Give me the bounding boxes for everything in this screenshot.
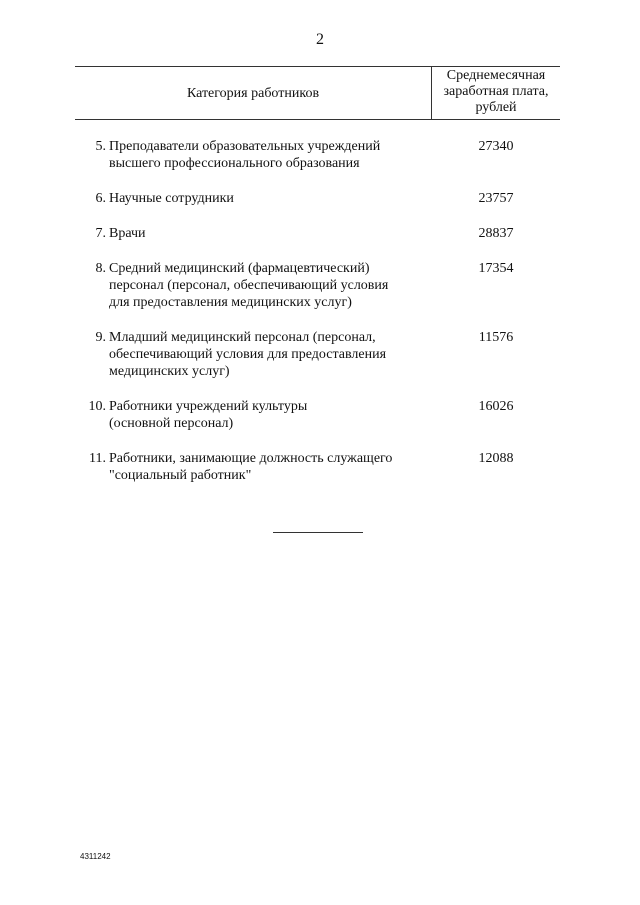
page-number: 2 [316, 31, 324, 48]
row-salary: 16026 [478, 399, 514, 414]
row-number: 8. [95, 261, 106, 276]
row-category: Научные сотрудники [109, 191, 234, 206]
header-bottom-rule [75, 119, 560, 120]
row-number: 7. [95, 226, 106, 241]
row-number: 10. [88, 399, 106, 414]
header-category: Категория работников [186, 86, 320, 101]
row-number: 9. [95, 330, 106, 345]
row-salary: 28837 [478, 226, 514, 241]
row-salary: 11576 [478, 330, 514, 345]
row-number: 5. [95, 139, 106, 154]
row-category: Средний медицинский (фармацевтический) персонал (персонал, обеспечивающий условия для предоставления медицинских услуг) [109, 261, 389, 310]
row-category: Работники учреждений культуры (основной персонал) [109, 399, 308, 431]
table-top-rule [75, 66, 560, 67]
document-code: 4311242 [80, 852, 111, 861]
row-number: 11. [89, 451, 106, 466]
row-number: 6. [95, 191, 106, 206]
row-category: Младший медицинский персонал (персонал, обеспечивающий условия для предоставления медицинских услуг) [109, 330, 387, 379]
row-category: Врачи [109, 226, 146, 241]
row-category: Преподаватели образовательных учреждений высшего профессионального образования [109, 139, 381, 171]
row-salary: 17354 [478, 261, 514, 276]
end-divider [273, 532, 363, 533]
row-salary: 12088 [478, 451, 514, 466]
row-salary: 27340 [478, 139, 514, 154]
row-category: Работники, занимающие должность служащего "социальный работник" [109, 451, 393, 483]
row-salary: 23757 [478, 191, 514, 206]
header-salary: Среднемесячная заработная плата, рублей [443, 68, 549, 115]
